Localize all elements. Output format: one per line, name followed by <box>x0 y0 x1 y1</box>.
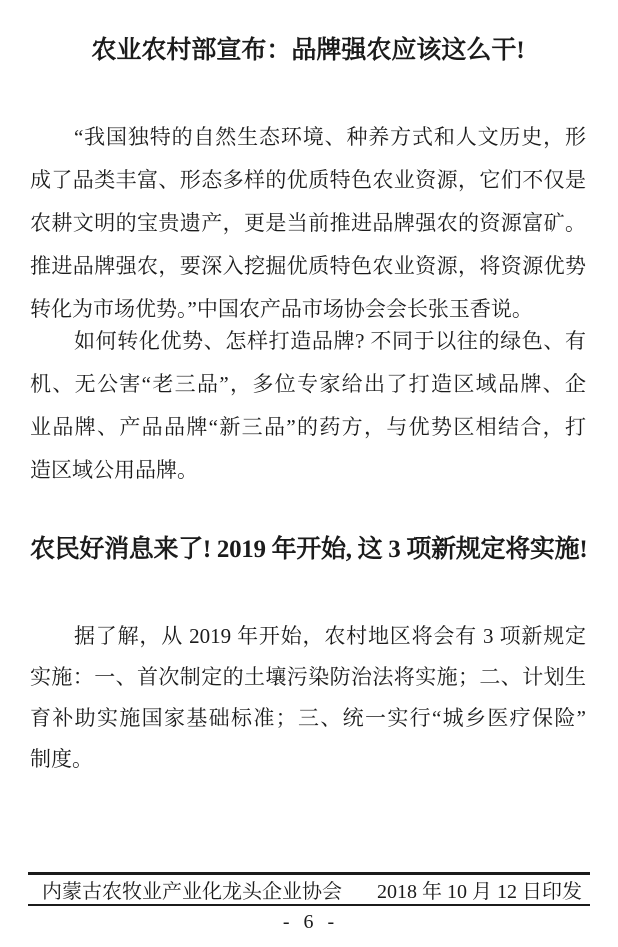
text-line: 育补助实施国家基础标准；三、统一实行“城乡医疗保险” <box>30 706 586 730</box>
footer-row <box>28 875 590 904</box>
footer-print-date: 2018 年 10 月 12 日印发 <box>377 881 582 903</box>
text-line: 如何转化优势、怎样打造品牌? 不同于以往的绿色、有 <box>74 329 586 353</box>
article1-paragraph-1 <box>30 116 586 331</box>
text-line: 实施：一、首次制定的土壤污染防治法将实施；二、计划生 <box>30 665 586 689</box>
page-number: - 6 - <box>282 911 336 933</box>
text-line: 据了解，从 2019 年开始，农村地区将会有 3 项新规定 <box>74 624 586 648</box>
text-line: 造区域公用品牌。 <box>30 458 198 482</box>
text-line: 转化为市场优势。”中国农产品市场协会会长张玉香说。 <box>30 297 533 321</box>
text-line: 成了品类丰富、形态多样的优质特色农业资源，它们不仅是 <box>30 168 586 192</box>
article2-paragraph-1 <box>30 616 586 780</box>
text-line: 业品牌、产品品牌“新三品”的药方，与优势区相结合，打 <box>30 415 586 439</box>
text-line: 农耕文明的宝贵遗产，更是当前推进品牌强农的资源富矿。 <box>30 211 586 235</box>
text-line: “我国独特的自然生态环境、种养方式和人文历史，形 <box>74 125 586 149</box>
text-line: 推进品牌强农，要深入挖掘优质特色农业资源，将资源优势 <box>30 254 586 278</box>
text-line: 制度。 <box>30 747 93 771</box>
article-title-2: 农民好消息来了! 2019 年开始, 这 3 项新规定将实施! <box>30 536 588 563</box>
footer-rule-bottom <box>28 904 590 906</box>
article1-paragraph-2 <box>30 320 586 492</box>
text-line: 机、无公害“老三品”，多位专家给出了打造区域品牌、企 <box>30 372 586 396</box>
article-title-1: 农业农村部宣布：品牌强农应该这么干! <box>91 37 525 64</box>
footer-issuer: 内蒙古农牧业产业化龙头企业协会 <box>42 881 342 903</box>
